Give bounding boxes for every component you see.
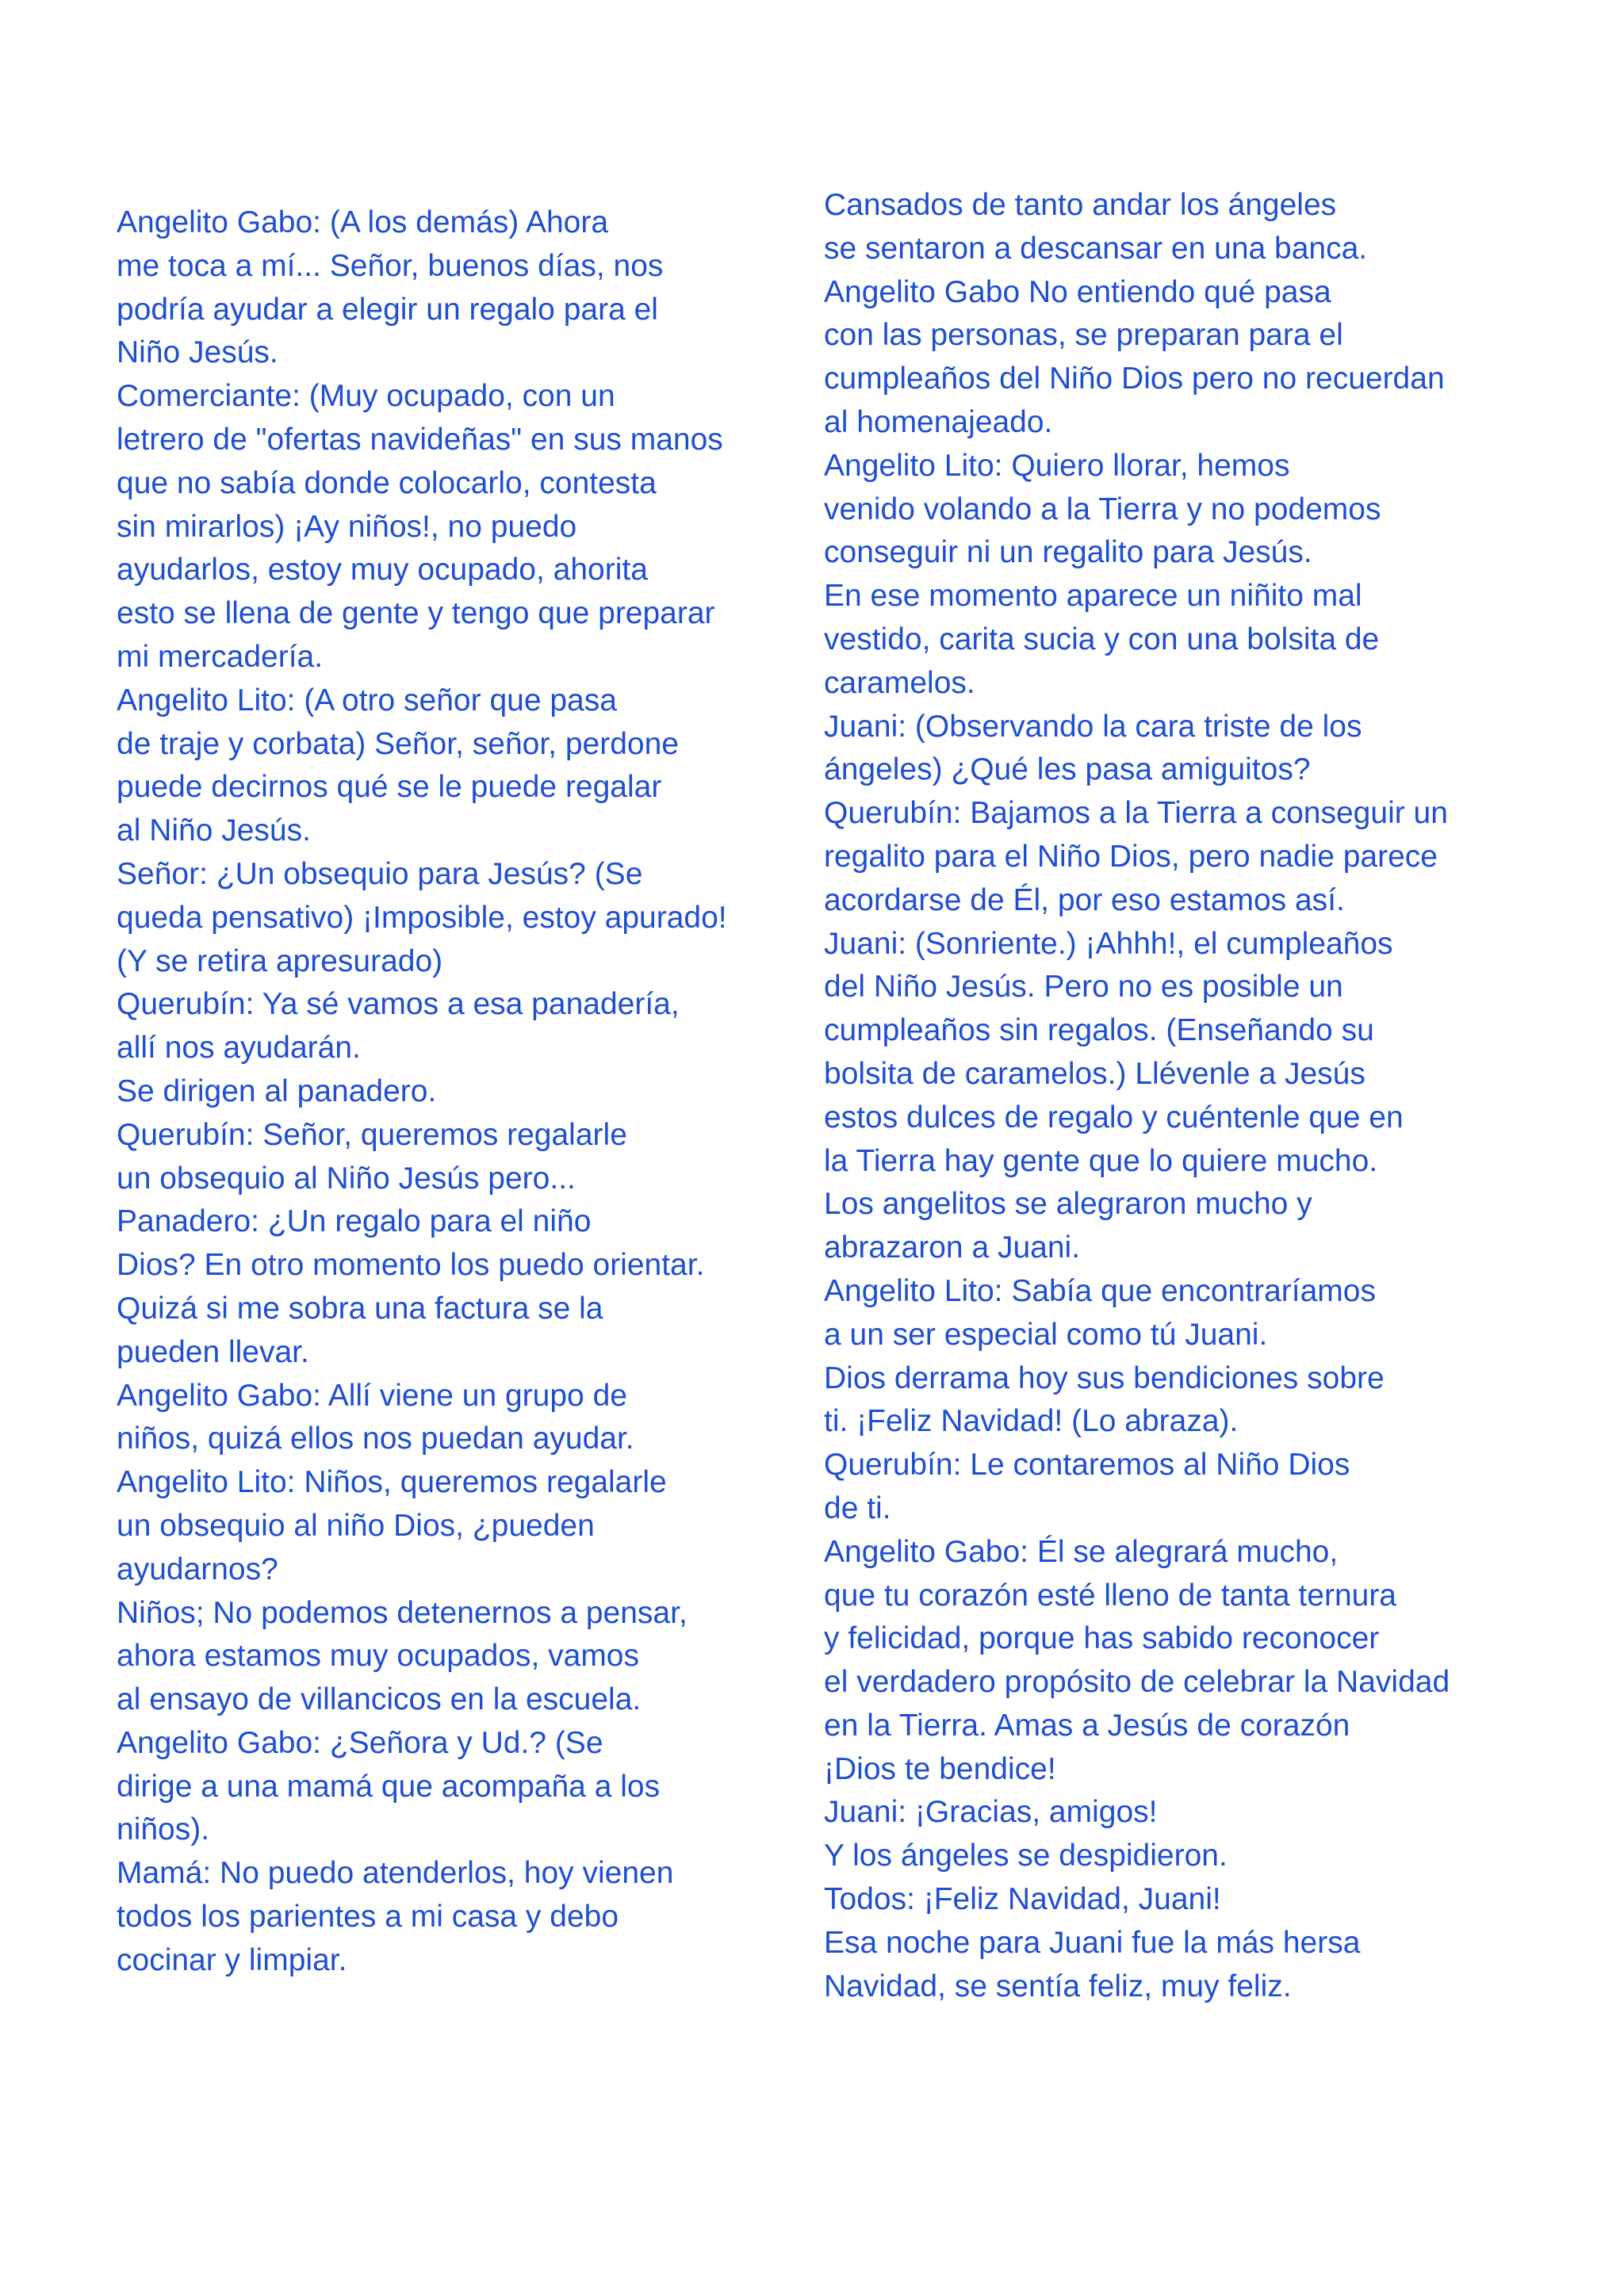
right-column-line: en la Tierra. Amas a Jesús de corazón bbox=[824, 1708, 1350, 1743]
right-column-line: se sentaron a descansar en una banca. bbox=[824, 231, 1368, 266]
right-column-line: Todos: ¡Feliz Navidad, Juani! bbox=[824, 1882, 1221, 1917]
right-column-line: del Niño Jesús. Pero no es posible un bbox=[824, 970, 1343, 1004]
left-column-line: ayudarnos? bbox=[117, 1552, 278, 1586]
left-column-line: (Y se retira apresurado) bbox=[117, 943, 443, 978]
left-column-line: dirige a una mamá que acompaña a los bbox=[117, 1769, 661, 1804]
right-column-line: Juani: (Sonriente.) ¡Ahhh!, el cumpleaños bbox=[824, 926, 1393, 961]
right-column-line: Angelito Lito: Quiero llorar, hemos bbox=[824, 448, 1290, 483]
right-column-line: al homenajeado. bbox=[824, 404, 1053, 439]
right-column-line: Navidad, se sentía feliz, muy feliz. bbox=[824, 1969, 1292, 2003]
right-column-line: de ti. bbox=[824, 1490, 891, 1525]
left-column-line: pueden llevar. bbox=[117, 1334, 309, 1369]
right-column-line: a un ser especial como tú Juani. bbox=[824, 1317, 1268, 1352]
right-column-line: Dios derrama hoy sus bendiciones sobre bbox=[824, 1360, 1385, 1395]
left-column-line: ahora estamos muy ocupados, vamos bbox=[117, 1639, 640, 1674]
right-column-line: En ese momento aparece un niñito mal bbox=[824, 579, 1362, 614]
right-column-line: con las personas, se preparan para el bbox=[824, 318, 1343, 353]
right-column-line: Querubín: Bajamos a la Tierra a conseguir un bbox=[824, 796, 1448, 831]
right-column-line: Querubín: Le contaremos al Niño Dios bbox=[824, 1448, 1350, 1483]
left-column-line: al Niño Jesús. bbox=[117, 813, 311, 848]
right-column-line: Angelito Gabo: Él se alegrará mucho, bbox=[824, 1534, 1339, 1569]
left-column-line: letrero de "ofertas navideñas" en sus manos bbox=[117, 422, 723, 457]
left-column-line: un obsequio al niño Dios, ¿pueden bbox=[117, 1508, 595, 1543]
right-column-line: y felicidad, porque has sabido reconocer bbox=[824, 1621, 1380, 1656]
left-column-line: al ensayo de villancicos en la escuela. bbox=[117, 1682, 642, 1717]
right-column-line: Angelito Gabo No entiendo qué pasa bbox=[824, 274, 1331, 309]
left-column-line: que no sabía donde colocarlo, contesta bbox=[117, 465, 657, 500]
right-column-line: Juani: (Observando la cara triste de los bbox=[824, 709, 1362, 744]
left-column-line: Angelito Gabo: (A los demás) Ahora bbox=[117, 205, 609, 239]
left-column-line: Quizá si me sobra una factura se la bbox=[117, 1291, 603, 1326]
left-column-line: allí nos ayudarán. bbox=[117, 1031, 361, 1066]
right-column-line: conseguir ni un regalito para Jesús. bbox=[824, 535, 1312, 570]
right-column-line: ti. ¡Feliz Navidad! (Lo abraza). bbox=[824, 1404, 1239, 1439]
left-column-line: queda pensativo) ¡Imposible, estoy apurado! bbox=[117, 900, 727, 935]
right-column-line: Y los ángeles se despidieron. bbox=[824, 1839, 1228, 1873]
right-text-column bbox=[824, 184, 1450, 2008]
left-column-line: podría ayudar a elegir un regalo para el bbox=[117, 292, 658, 327]
left-column-line: Niños; No podemos detenernos a pensar, bbox=[117, 1595, 688, 1630]
left-column-line: Mamá: No puedo atenderlos, hoy vienen bbox=[117, 1856, 674, 1891]
right-column-line: cumpleaños del Niño Dios pero no recuerdan bbox=[824, 362, 1445, 396]
right-column-line: Angelito Lito: Sabía que encontraríamos bbox=[824, 1273, 1376, 1308]
left-column-line: Querubín: Ya sé vamos a esa panadería, bbox=[117, 987, 680, 1022]
right-column-line: cumpleaños sin regalos. (Enseñando su bbox=[824, 1013, 1374, 1048]
right-column-line: estos dulces de regalo y cuéntenle que en bbox=[824, 1100, 1404, 1135]
right-column-line: Los angelitos se alegraron mucho y bbox=[824, 1187, 1312, 1222]
left-column-line: me toca a mí... Señor, buenos días, nos bbox=[117, 248, 664, 283]
left-column-line: Se dirigen al panadero. bbox=[117, 1073, 437, 1108]
left-column-line: ayudarlos, estoy muy ocupado, ahorita bbox=[117, 553, 648, 587]
left-column-line: Panadero: ¿Un regalo para el niño bbox=[117, 1204, 592, 1239]
right-column-line: Juani: ¡Gracias, amigos! bbox=[824, 1795, 1158, 1830]
right-column-line: ángeles) ¿Qué les pasa amiguitos? bbox=[824, 752, 1311, 787]
right-column-line: el verdadero propósito de celebrar la Navidad bbox=[824, 1665, 1450, 1700]
left-column-line: niños). bbox=[117, 1812, 210, 1847]
left-column-line: un obsequio al Niño Jesús pero... bbox=[117, 1161, 576, 1196]
right-column-line: bolsita de caramelos.) Llévenle a Jesús bbox=[824, 1056, 1365, 1091]
left-column-line: de traje y corbata) Señor, señor, perdone bbox=[117, 726, 679, 761]
left-column-line: Señor: ¿Un obsequio para Jesús? (Se bbox=[117, 856, 643, 891]
right-column-line: venido volando a la Tierra y no podemos bbox=[824, 492, 1381, 526]
right-column-line: Esa noche para Juani fue la más hersa bbox=[824, 1925, 1361, 1960]
left-column-line: Comerciante: (Muy ocupado, con un bbox=[117, 379, 615, 414]
left-column-line: esto se llena de gente y tengo que preparar bbox=[117, 596, 715, 631]
left-column-line: Angelito Gabo: ¿Señora y Ud.? (Se bbox=[117, 1725, 603, 1760]
right-column-line: abrazaron a Juani. bbox=[824, 1230, 1081, 1265]
left-column-line: Dios? En otro momento los puedo orientar. bbox=[117, 1248, 705, 1283]
right-column-line: ¡Dios te bendice! bbox=[824, 1751, 1056, 1786]
left-column-line: Querubín: Señor, queremos regalarle bbox=[117, 1117, 627, 1152]
right-column-line: caramelos. bbox=[824, 665, 975, 700]
right-column-line: la Tierra hay gente que lo quiere mucho. bbox=[824, 1143, 1378, 1178]
left-column-line: cocinar y limpiar. bbox=[117, 1942, 347, 1977]
left-column-line: mi mercadería. bbox=[117, 639, 324, 674]
left-column-line: Angelito Lito: (A otro señor que pasa bbox=[117, 683, 617, 718]
right-column-line: acordarse de Él, por eso estamos así. bbox=[824, 882, 1345, 917]
left-column-line: sin mirarlos) ¡Ay niños!, no puedo bbox=[117, 509, 577, 544]
right-column-line: vestido, carita sucia y con una bolsita de bbox=[824, 622, 1380, 656]
left-column-line: Niño Jesús. bbox=[117, 335, 278, 370]
left-column-line: Angelito Gabo: Allí viene un grupo de bbox=[117, 1378, 627, 1413]
right-column-line: Cansados de tanto andar los ángeles bbox=[824, 188, 1337, 222]
left-column-line: niños, quizá ellos nos puedan ayudar. bbox=[117, 1422, 634, 1456]
left-column-line: Angelito Lito: Niños, queremos regalarle bbox=[117, 1465, 667, 1500]
right-column-line: que tu corazón esté lleno de tanta ternura bbox=[824, 1578, 1396, 1613]
left-column-line: puede decirnos qué se le puede regalar bbox=[117, 770, 662, 805]
left-text-column bbox=[117, 201, 727, 1983]
left-column-line: todos los parientes a mi casa y debo bbox=[117, 1900, 619, 1934]
right-column-line: regalito para el Niño Dios, pero nadie parece bbox=[824, 839, 1438, 874]
